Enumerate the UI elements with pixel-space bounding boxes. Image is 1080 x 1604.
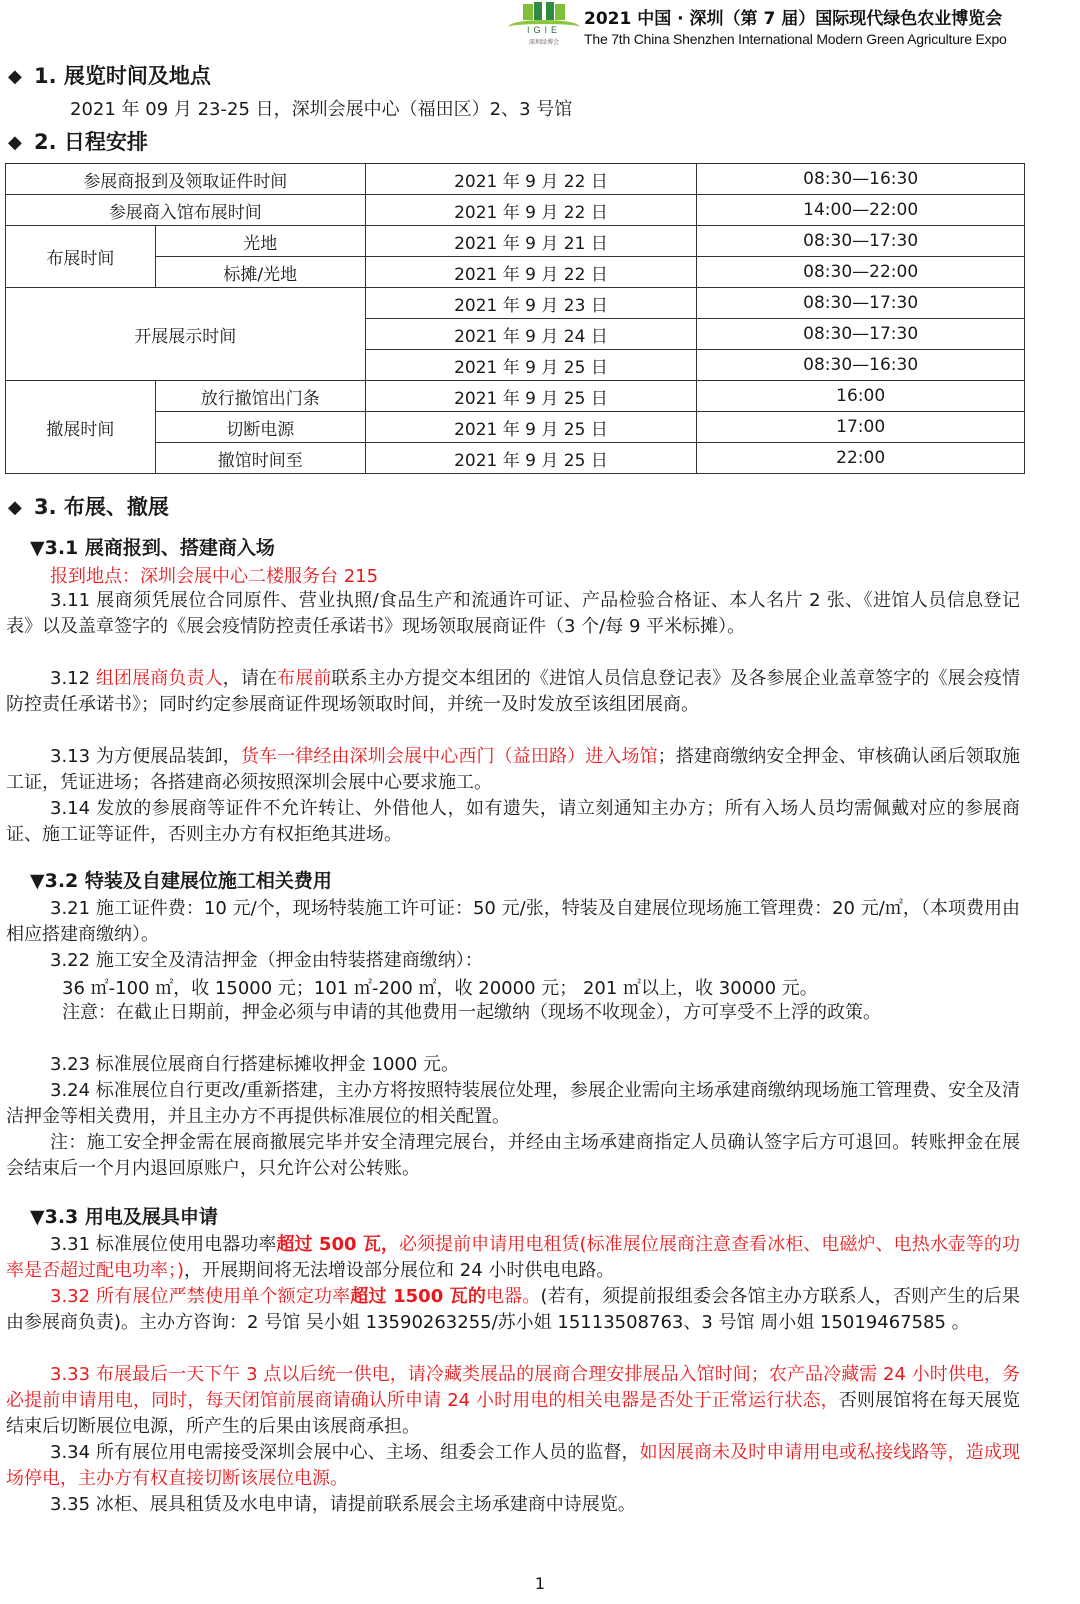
schedule-time: 14:00—22:00 [697,195,1025,226]
subsection-3-1-title: ▼3.1 展商报到、搭建商入场 [30,537,275,559]
schedule-time: 17:00 [697,412,1025,443]
clause-text: ，请在 [222,668,278,689]
highlight-text: 超过 500 瓦， [276,1234,399,1255]
refund-note: 注：施工安全押金需在展商撤展完毕并安全清理完展台，并经由主场承建商指定人员确认签字后方可退回。转账押金在展会结束后一个月内退回原账户，只允许公对公转账。 [6,1132,1020,1179]
table-row [6,257,1025,288]
schedule-table [5,163,1025,474]
highlight-text: 3.32 所有展位严禁使用单个额定功率 [50,1286,351,1307]
clause-3-31 [6,1232,1020,1284]
table-row [6,288,1025,319]
clause-number: 3.12 [50,668,96,689]
page-number: 1 [534,1574,546,1593]
schedule-date: 2021 年 9 月 22 日 [365,164,697,195]
table-row [6,226,1025,257]
clause-3-32 [6,1284,1020,1336]
table-row [6,412,1025,443]
schedule-time: 22:00 [697,443,1025,474]
clause-text: 3.34 所有展位用电需接受深圳会展中心、主场、组委会工作人员的监督， [50,1442,640,1463]
schedule-time: 08:30—16:30 [697,164,1025,195]
subsection-3-3-title: ▼3.3 用电及展具申请 [30,1206,218,1228]
deposit-note: 注意：在截止日期前，押金必须与申请的其他费用一起缴纳（现场不收现金），方可享受不上浮的政策。 [62,1002,881,1023]
section-1-title: 1. 展览时间及地点 [34,64,211,88]
schedule-time: 16:00 [697,381,1025,412]
schedule-label: 参展商报到及领取证件时间 [6,164,366,195]
book-leaf-icon [522,2,566,22]
schedule-date: 2021 年 9 月 21 日 [365,226,697,257]
schedule-time: 08:30—22:00 [697,257,1025,288]
schedule-date: 2021 年 9 月 23 日 [365,288,697,319]
schedule-group: 布展时间 [6,226,156,288]
schedule-label: 参展商入馆布展时间 [6,195,366,226]
table-row [6,164,1025,195]
clause-text: 3.13 为方便展品装卸， [50,746,241,767]
clause-3-22: 3.22 施工安全及清洁押金（押金由特装搭建商缴纳）： [50,950,483,971]
exhibition-time-location: 2021 年 09 月 23-25 日，深圳会展中心（福田区）2、3 号馆 [70,99,573,120]
highlight-text: 货车一律经由深圳会展中心西门（益田路）进入场馆 [240,746,658,767]
highlight-text: 组团展商负责人 [95,668,223,689]
schedule-time: 08:30—17:30 [697,226,1025,257]
subsection-3-2-title: ▼3.2 特装及自建展位施工相关费用 [30,870,332,892]
schedule-group: 开展展示时间 [6,288,366,381]
schedule-sublabel: 撤馆时间至 [155,443,365,474]
table-row [6,443,1025,474]
section-3-heading [8,491,169,521]
section-1-heading [8,60,211,90]
schedule-date: 2021 年 9 月 22 日 [365,257,697,288]
clause-text: ，开展期间将无法增设部分展位和 24 小时供电电路。 [184,1260,615,1281]
header-title-cn: 2021 中国 · 深圳（第 7 届）国际现代绿色农业博览会 [584,9,1003,29]
clause-text: (若有，须提前报组委会各馆主办方联系人，否则产生的后果由参展商负责)。主办方咨询：2 号馆 吴小姐 13590263255/苏小姐 15113508763、3 号馆 周小姐 15019467585 。 [6,1286,1020,1333]
clause-3-24: 3.24 标准展位自行更改/重新搭建，主办方将按照特装展位处理，参展企业需向主场承建商缴纳现场施工管理费、安全及清洁押金等相关费用，并且主办方不再提供标准展位的相关配置。 [6,1080,1020,1127]
highlight-text: 如因展商未及时申请用电或私接线路等，造成现场停电，主办方有权直接切断该展位电源。 [6,1442,1021,1489]
diamond-bullet-icon: ◆ [8,132,22,153]
schedule-date: 2021 年 9 月 25 日 [365,381,697,412]
clause-text: ；搭建商缴纳安全押金、审核确认函后领取施工证，凭证进场；各搭建商必须按照深圳会展中心要求施工。 [6,746,1021,793]
highlight-text: 3.33 布展最后一天下午 3 点以后统一供电，请冷藏类展品的展商合理安排展品入馆时间；农产品冷藏需 24 小时供电，务必提前申请用电，同时，每天闭馆前展商请确认所申请 24 小时用电的相关电器是否处于正常运行状态， [6,1364,1020,1411]
clause-3-13 [6,744,1020,796]
clause-3-14: 3.14 发放的参展商等证件不允许转让、外借他人，如有遗失，请立刻通知主办方；所有入场人员均需佩戴对应的参展商证、施工证等证件，否则主办方有权拒绝其进场。 [6,798,1020,845]
schedule-date: 2021 年 9 月 22 日 [365,195,697,226]
table-row [6,195,1025,226]
section-2-heading [8,126,148,156]
clause-text: 否则展馆将在每天展览结束后切断展位电源，所产生的后果由该展商承担。 [6,1390,1021,1437]
section-2-title: 2. 日程安排 [34,130,148,154]
table-row [6,381,1025,412]
clause-3-35: 3.35 冰柜、展具租赁及水电申请，请提前联系展会主场承建商中诗展览。 [50,1494,636,1515]
schedule-time: 08:30—16:30 [697,350,1025,381]
clause-3-11: 3.11 展商须凭展位合同原件、营业执照/食品生产和流通许可证、产品检验合格证、本人名片 2 张、《进馆人员信息登记表》以及盖章签字的《展会疫情防控责任承诺书》现场领取展商证件（3 个/每 9 平米标摊）。 [6,590,1020,637]
document-header [500,0,1080,52]
clause-text: 3.31 标准展位使用电器功率 [50,1234,277,1255]
schedule-sublabel: 切断电源 [155,412,365,443]
clause-3-12 [6,666,1020,718]
diamond-bullet-icon: ◆ [8,66,22,87]
clause-text: 联系主办方提交本组团的《进馆人员信息登记表》及各参展企业盖章签字的《展会疫情防控责任承诺书》；同时约定参展商证件现场领取时间，并统一及时发放至该组团展商。 [6,668,1021,715]
clause-3-21: 3.21 施工证件费：10 元/个，现场特装施工许可证：50 元/张，特装及自建展位现场施工管理费：20 元/㎡，（本项费用由相应搭建商缴纳）。 [6,898,1020,945]
schedule-sublabel: 放行撤馆出门条 [155,381,365,412]
schedule-group: 撤展时间 [6,381,156,474]
section-3-title: 3. 布展、撤展 [34,495,169,519]
igie-logo [508,0,580,50]
schedule-sublabel: 光地 [155,226,365,257]
schedule-sublabel: 标摊/光地 [155,257,365,288]
highlight-text: 必须提前申请用电租赁(标准展位展商注意查看冰柜、电磁炉、电热水壶等的功率是否超过配电功率；) [6,1234,1020,1281]
highlight-text: 电器。 [486,1286,541,1307]
schedule-date: 2021 年 9 月 25 日 [365,443,697,474]
clause-3-23: 3.23 标准展位展商自行搭建标摊收押金 1000 元。 [50,1054,460,1075]
highlight-text: 超过 1500 瓦的 [350,1286,487,1307]
registration-location: 报到地点：深圳会展中心二楼服务台 215 [50,566,379,587]
schedule-date: 2021 年 9 月 24 日 [365,319,697,350]
diamond-bullet-icon: ◆ [8,497,22,518]
clause-3-33 [6,1362,1020,1440]
logo-text: IGIE [526,25,561,35]
schedule-time: 08:30—17:30 [697,288,1025,319]
header-title-en: The 7th China Shenzhen International Modern Green Agriculture Expo [584,31,1007,47]
schedule-date: 2021 年 9 月 25 日 [365,412,697,443]
schedule-date: 2021 年 9 月 25 日 [365,350,697,381]
schedule-time: 08:30—17:30 [697,319,1025,350]
logo-subtext: 深圳绿博会 [528,39,559,46]
deposit-rates: 36 ㎡-100 ㎡，收 15000 元；101 ㎡-200 ㎡，收 20000 元； 201 ㎡以上，收 30000 元。 [62,978,818,999]
highlight-text: 布展前 [277,668,332,689]
clause-3-34 [6,1440,1020,1492]
